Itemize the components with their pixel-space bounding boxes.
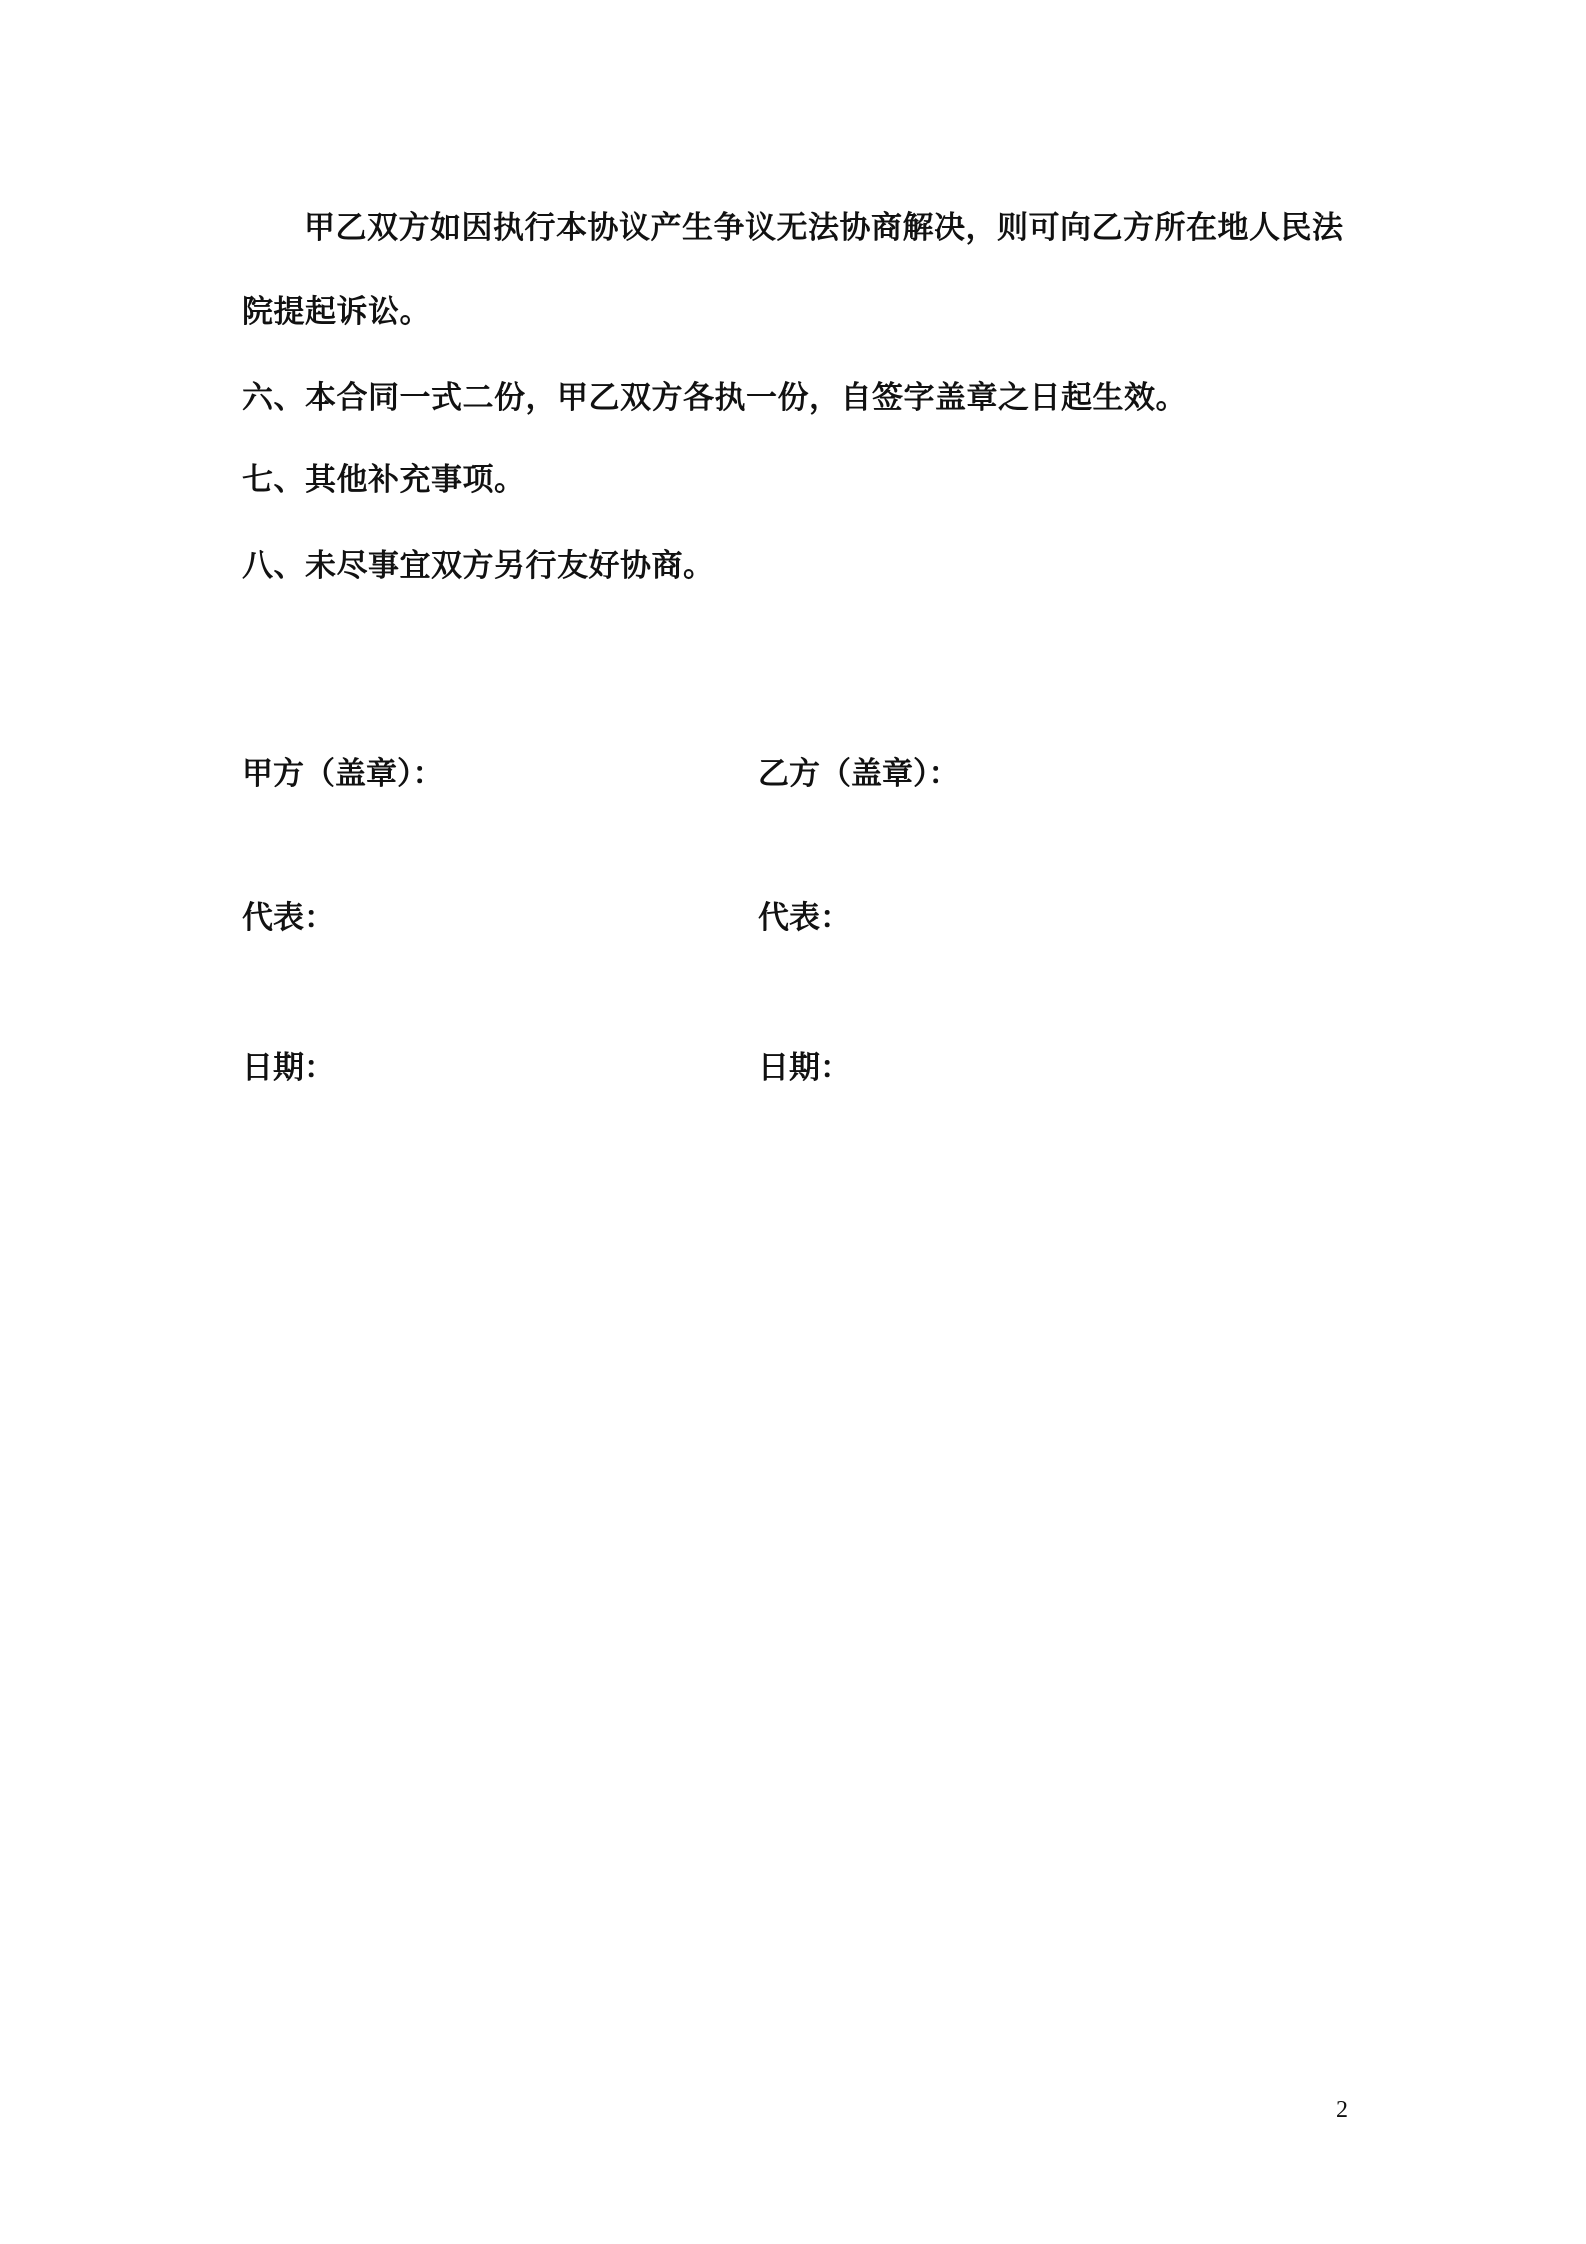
dispute-resolution-line-2: 院提起诉讼。 (242, 294, 431, 330)
clause-six: 六、本合同一式二份，甲乙双方各执一份，自签字盖章之日起生效。 (242, 380, 1187, 416)
dispute-resolution-line-1: 甲乙双方如因执行本协议产生争议无法协商解决，则可向乙方所在地人民法 (304, 210, 1344, 246)
party-a-date-label: 日期： (242, 1050, 335, 1086)
clause-eight: 八、未尽事宜双方另行友好协商。 (242, 548, 715, 584)
party-a-representative-label: 代表： (242, 900, 335, 936)
party-b-representative-label: 代表： (758, 900, 851, 936)
party-a-seal-label: 甲方（盖章）： (242, 756, 444, 792)
clause-seven: 七、其他补充事项。 (242, 462, 526, 498)
party-b-date-label: 日期： (758, 1050, 851, 1086)
party-b-seal-label: 乙方（盖章）： (758, 756, 960, 792)
page-number: 2 (1336, 2097, 1348, 2123)
